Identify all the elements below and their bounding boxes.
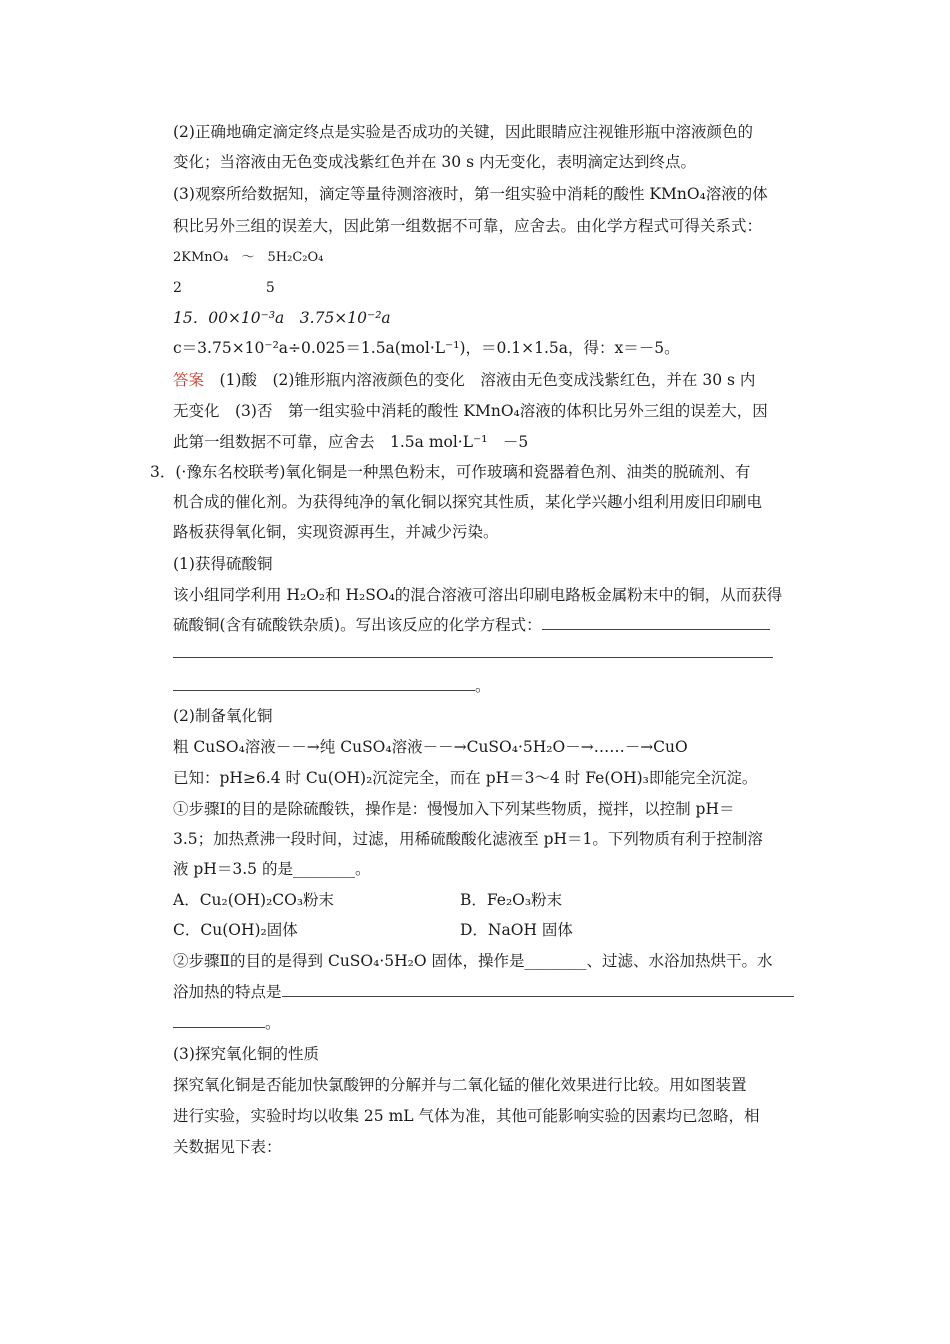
- section3-line3: 关数据见下表：: [173, 1138, 282, 1156]
- step1-line1: ①步骤Ⅰ的目的是除硫酸铁，操作是：慢慢加入下列某些物质，搅拌，以控制 pH＝: [173, 800, 735, 818]
- step2-line2-text: 浴加热的特点是: [173, 983, 282, 1001]
- solution-part2-line2: 变化；当溶液由无色变成浅紫红色并在 30 s 内无变化，表明滴定达到终点。: [173, 153, 696, 171]
- equation-answer-blank[interactable]: [542, 615, 770, 630]
- water-bath-answer-blank-line2[interactable]: [173, 1013, 265, 1028]
- calculation-line: c＝3.75×10⁻²a÷0.025＝1.5a(mol·L⁻¹)，＝0.1×1.5a，得：x＝－5。: [173, 339, 680, 357]
- answer-line1: [173, 370, 755, 390]
- option-a[interactable]: A．Cu₂(OH)₂CO₃粉末: [173, 891, 335, 909]
- answer-text1: (1)酸 (2)锥形瓶内溶液颜色的变化 溶液由无色变成浅紫红色，并在 30 s 内: [204, 371, 756, 389]
- solution-part3-line2: 积比另外三组的误差大，因此第一组数据不可靠，应舍去。由化学方程式可得关系式：: [173, 217, 763, 235]
- section1-line1: 该小组同学利用 H₂O₂和 H₂SO₄的混合溶液可溶出印刷电路板金属粉末中的铜，从而获得: [173, 586, 783, 604]
- answer-line3: 此第一组数据不可靠，应舍去 1.5a mol·L⁻¹ －5: [173, 433, 529, 451]
- equation-answer-blank-line2[interactable]: [173, 657, 773, 658]
- question3-intro-line1: 3．(·豫东名校联考)氧化铜是一种黑色粉末，可作玻璃和瓷器着色剂、油类的脱硫剂、有: [150, 463, 751, 481]
- section3-line2: 进行实验，实验时均以收集 25 mL 气体为准，其他可能影响实验的因素均已忽略，相: [173, 1107, 760, 1125]
- step2-line1: ②步骤Ⅱ的目的是得到 CuSO₄·5H₂O 固体，操作是________、过滤、水浴加热烘干。水: [173, 952, 773, 970]
- section1-title: (1)获得硫酸铜: [173, 555, 273, 573]
- water-bath-answer-blank[interactable]: [282, 982, 794, 997]
- question3-intro-line2: 机合成的催化剂。为获得纯净的氧化铜以探究其性质，某化学兴趣小组利用废旧印刷电: [173, 493, 763, 511]
- section3-line1: 探究氧化铜是否能加快氯酸钾的分解并与二氧化锰的催化效果进行比较。用如图装置: [173, 1076, 747, 1094]
- option-d[interactable]: D．NaOH 固体: [460, 921, 573, 939]
- question3-intro-line3: 路板获得氧化铜，实现资源再生，并减少污染。: [173, 523, 499, 541]
- known-condition: 已知：pH≥6.4 时 Cu(OH)₂沉淀完全，而在 pH＝3～4 时 Fe(OH)₃即能完全沉淀。: [173, 769, 758, 787]
- coefficient-line: 2 5: [173, 280, 275, 296]
- solution-part3-line1: (3)观察所给数据知，滴定等量待测溶液时，第一组实验中消耗的酸性 KMnO₄溶液的体: [173, 185, 768, 203]
- step1-line3: 液 pH＝3.5 的是________。: [173, 860, 371, 878]
- relation-equation: 2KMnO₄ ～ 5H₂C₂O₄: [173, 250, 324, 265]
- section2-title: (2)制备氧化铜: [173, 707, 273, 725]
- section1-line2-text: 硫酸铜(含有硫酸铁杂质)。写出该反应的化学方程式：: [173, 616, 542, 634]
- section1-end: 。: [475, 677, 491, 695]
- answer-label: 答案: [173, 371, 205, 389]
- amount-line: 15．00×10⁻³a 3.75×10⁻²a: [173, 309, 391, 327]
- answer-line2: 无变化 (3)否 第一组实验中消耗的酸性 KMnO₄溶液的体积比另外三组的误差大，因: [173, 402, 768, 420]
- step1-line2: 3.5；加热煮沸一段时间，过滤，用稀硫酸酸化滤液至 pH＝1。下列物质有利于控制溶: [173, 830, 763, 848]
- option-b[interactable]: B．Fe₂O₃粉末: [460, 891, 563, 909]
- section1-line4: [173, 676, 491, 696]
- section3-title: (3)探究氧化铜的性质: [173, 1045, 319, 1063]
- option-c[interactable]: C．Cu(OH)₂固体: [173, 921, 298, 939]
- process-flow: 粗 CuSO₄溶液－－→纯 CuSO₄溶液－－→CuSO₄·5H₂O－→……－→CuO: [173, 738, 688, 756]
- equation-answer-blank-line3[interactable]: [173, 676, 475, 691]
- step2-line2: [173, 982, 794, 1002]
- solution-part2-line1: (2)正确地确定滴定终点是实验是否成功的关键，因此眼睛应注视锥形瓶中溶液颜色的: [173, 123, 753, 141]
- section1-line2: [173, 615, 770, 635]
- step2-end: 。: [265, 1014, 281, 1032]
- step2-line3: [173, 1013, 281, 1033]
